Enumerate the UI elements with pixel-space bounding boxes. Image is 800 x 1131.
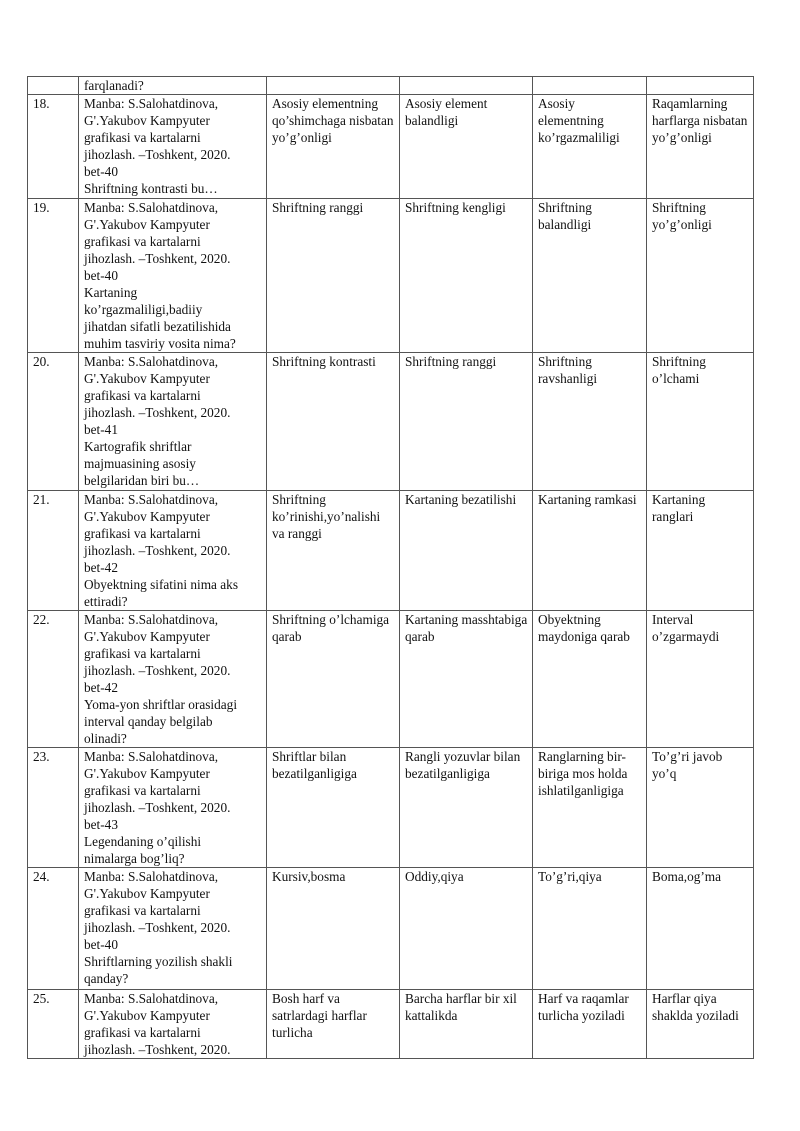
question-line: bet-42 [84,560,118,575]
table-row [28,990,754,1059]
row-number: 25. [33,991,50,1006]
question-line: G'.Yakubov Kampyuter [84,629,210,644]
row-number-cell [28,491,79,611]
question-cell [79,491,267,611]
question-line: jihozlash. –Toshkent, 2020. [84,663,231,678]
row-number: 23. [33,749,50,764]
answer-c-text: Obyektning maydoniga qarab [538,612,630,644]
table-row [28,199,754,353]
row-number: 20. [33,354,50,369]
row-number: 21. [33,492,50,507]
answer-a-text: Bosh harf va satrlardagi harflar turlicha [272,991,367,1040]
question-line: bet-41 [84,422,118,437]
question-line: olinadi? [84,731,127,746]
question-line: jihozlash. –Toshkent, 2020. [84,543,231,558]
question-line: grafikasi va kartalarni [84,783,201,798]
row-number-cell [28,353,79,491]
answer-c-cell [533,868,647,990]
row-number-cell [28,95,79,199]
question-line: grafikasi va kartalarni [84,646,201,661]
question-line: G'.Yakubov Kampyuter [84,217,210,232]
question-line: grafikasi va kartalarni [84,903,201,918]
row-number: 18. [33,96,50,111]
row-number: 19. [33,200,50,215]
answer-c-cell [533,353,647,491]
answer-a-text: Shriftlar bilan bezatilganligiga [272,749,357,781]
question-line: Shriftning kontrasti bu… [84,181,218,196]
question-cell [79,77,267,95]
question-line: bet-40 [84,268,118,283]
question-line: G'.Yakubov Kampyuter [84,1008,210,1023]
answer-b-text: Oddiy,qiya [405,869,464,884]
answer-d-cell [647,748,754,868]
answer-c-text: Asosiy elementning ko’rgazmaliligi [538,96,620,145]
answer-a-cell [267,491,400,611]
answer-b-text: Barcha harflar bir xil kattalikda [405,991,517,1023]
answer-b-text: Shriftning ranggi [405,354,497,369]
table-row [28,611,754,748]
question-line: jihozlash. –Toshkent, 2020. [84,251,231,266]
answer-a-text: Shriftning kontrasti [272,354,376,369]
answer-c-cell [533,611,647,748]
question-line: belgilaridan biri bu… [84,473,200,488]
question-cell [79,199,267,353]
question-line: Shriftlarning yozilish shakli [84,954,233,969]
answer-a-cell [267,868,400,990]
answer-b-cell [400,95,533,199]
row-number-cell [28,199,79,353]
answer-b-cell [400,611,533,748]
question-line: G'.Yakubov Kampyuter [84,371,210,386]
answer-a-cell [267,77,400,95]
row-number: 22. [33,612,50,627]
answer-a-text: Kursiv,bosma [272,869,346,884]
question-line: G'.Yakubov Kampyuter [84,509,210,524]
questions-table [27,76,754,1059]
answer-c-text: Ranglarning bir-biriga mos holda ishlatilganligiga [538,749,628,798]
answer-d-text: To’g’ri javob yo’q [652,749,723,781]
answer-c-text: To’g’ri,qiya [538,869,602,884]
answer-b-text: Rangli yozuvlar bilan bezatilganligiga [405,749,521,781]
question-cell [79,990,267,1059]
question-line: Manba: S.Salohatdinova, [84,612,219,627]
question-line: jihozlash. –Toshkent, 2020. [84,800,231,815]
answer-a-cell [267,95,400,199]
question-line: bet-40 [84,164,118,179]
answer-c-text: Shriftning ravshanligi [538,354,598,386]
question-line: grafikasi va kartalarni [84,526,201,541]
question-cell [79,611,267,748]
answer-b-cell [400,748,533,868]
answer-b-cell [400,199,533,353]
answer-b-text: Kartaning masshtabiga qarab [405,612,528,644]
answer-b-text: Shriftning kengligi [405,200,506,215]
question-line: G'.Yakubov Kampyuter [84,113,210,128]
question-cell [79,95,267,199]
question-line: grafikasi va kartalarni [84,130,201,145]
answer-a-text: Shriftning o’lchamiga qarab [272,612,390,644]
question-line: bet-42 [84,680,118,695]
question-line: Kartaning [84,285,138,300]
row-number-cell [28,990,79,1059]
row-number-cell [28,748,79,868]
answer-d-cell [647,868,754,990]
question-line: ko’rgazmaliligi,badiiy [84,302,203,317]
answer-d-cell [647,491,754,611]
question-line: majmuasining asosiy [84,456,196,471]
answer-d-cell [647,990,754,1059]
answer-b-cell [400,868,533,990]
question-line: Manba: S.Salohatdinova, [84,96,219,111]
table-row [28,95,754,199]
question-line: Manba: S.Salohatdinova, [84,492,219,507]
answer-c-text: Kartaning ramkasi [538,492,637,507]
question-line: Legendaning o’qilishi [84,834,202,849]
question-line: qanday? [84,971,129,986]
question-cell [79,353,267,491]
answer-c-cell [533,491,647,611]
question-cell [79,868,267,990]
table-row [28,868,754,990]
question-line: jihozlash. –Toshkent, 2020. [84,1042,231,1057]
answer-a-cell [267,199,400,353]
question-line: Manba: S.Salohatdinova, [84,749,219,764]
question-line: muhim tasviriy vosita nima? [84,336,236,351]
answer-c-text: Harf va raqamlar turlicha yoziladi [538,991,629,1023]
question-line: jihozlash. –Toshkent, 2020. [84,405,231,420]
question-line: Kartografik shriftlar [84,439,192,454]
answer-b-cell [400,77,533,95]
answer-b-cell [400,491,533,611]
answer-b-text: Kartaning bezatilishi [405,492,517,507]
answer-b-text: Asosiy element balandligi [405,96,488,128]
answer-d-cell [647,353,754,491]
answer-a-cell [267,990,400,1059]
answer-d-text: Kartaning ranglari [652,492,706,524]
answer-d-text: Raqamlarning harflarga nisbatan yo’g’onligi [652,96,748,145]
question-line: Manba: S.Salohatdinova, [84,869,219,884]
question-text: farqlanadi? [84,78,144,93]
answer-a-cell [267,353,400,491]
question-line: Manba: S.Salohatdinova, [84,200,219,215]
row-number-cell [28,611,79,748]
table-row [28,353,754,491]
question-line: nimalarga bog’liq? [84,851,185,866]
question-line: grafikasi va kartalarni [84,1025,201,1040]
answer-c-text: Shriftning balandligi [538,200,592,232]
answer-a-text: Shriftning ko’rinishi,yo’nalishi va ranggi [272,492,381,541]
row-number-cell [28,77,79,95]
question-line: grafikasi va kartalarni [84,234,201,249]
answer-c-cell [533,95,647,199]
answer-c-cell [533,199,647,353]
answer-c-cell [533,77,647,95]
answer-a-text: Asosiy elementning qo’shimchaga nisbatan yo’g’onligi [272,96,394,145]
table-row [28,491,754,611]
question-line: jihatdan sifatli bezatilishida [84,319,231,334]
answer-b-cell [400,353,533,491]
question-line: Manba: S.Salohatdinova, [84,354,219,369]
row-number: 24. [33,869,50,884]
question-line: interval qanday belgilab [84,714,213,729]
answer-d-cell [647,77,754,95]
row-number-cell [28,868,79,990]
answer-d-cell [647,611,754,748]
question-line: bet-40 [84,937,118,952]
answer-d-cell [647,199,754,353]
question-line: jihozlash. –Toshkent, 2020. [84,147,231,162]
answer-d-text: Interval o’zgarmaydi [652,612,720,644]
question-line: Yoma-yon shriftlar orasidagi [84,697,238,712]
answer-d-text: Shriftning yo’g’onligi [652,200,712,232]
answer-d-text: Boma,og’ma [652,869,722,884]
question-line: G'.Yakubov Kampyuter [84,886,210,901]
question-line: grafikasi va kartalarni [84,388,201,403]
answer-a-cell [267,748,400,868]
answer-a-text: Shriftning ranggi [272,200,364,215]
question-line: Obyektning sifatini nima aks [84,577,238,592]
question-cell [79,748,267,868]
question-line: jihozlash. –Toshkent, 2020. [84,920,231,935]
answer-d-text: Harflar qiya shaklda yoziladi [652,991,739,1023]
answer-a-cell [267,611,400,748]
question-line: G'.Yakubov Kampyuter [84,766,210,781]
answer-c-cell [533,990,647,1059]
question-line: ettiradi? [84,594,128,609]
table-row [28,748,754,868]
question-line: Manba: S.Salohatdinova, [84,991,219,1006]
question-line: bet-43 [84,817,118,832]
answer-d-text: Shriftning o’lchami [652,354,706,386]
answer-b-cell [400,990,533,1059]
answer-d-cell [647,95,754,199]
table-row [28,77,754,95]
answer-c-cell [533,748,647,868]
